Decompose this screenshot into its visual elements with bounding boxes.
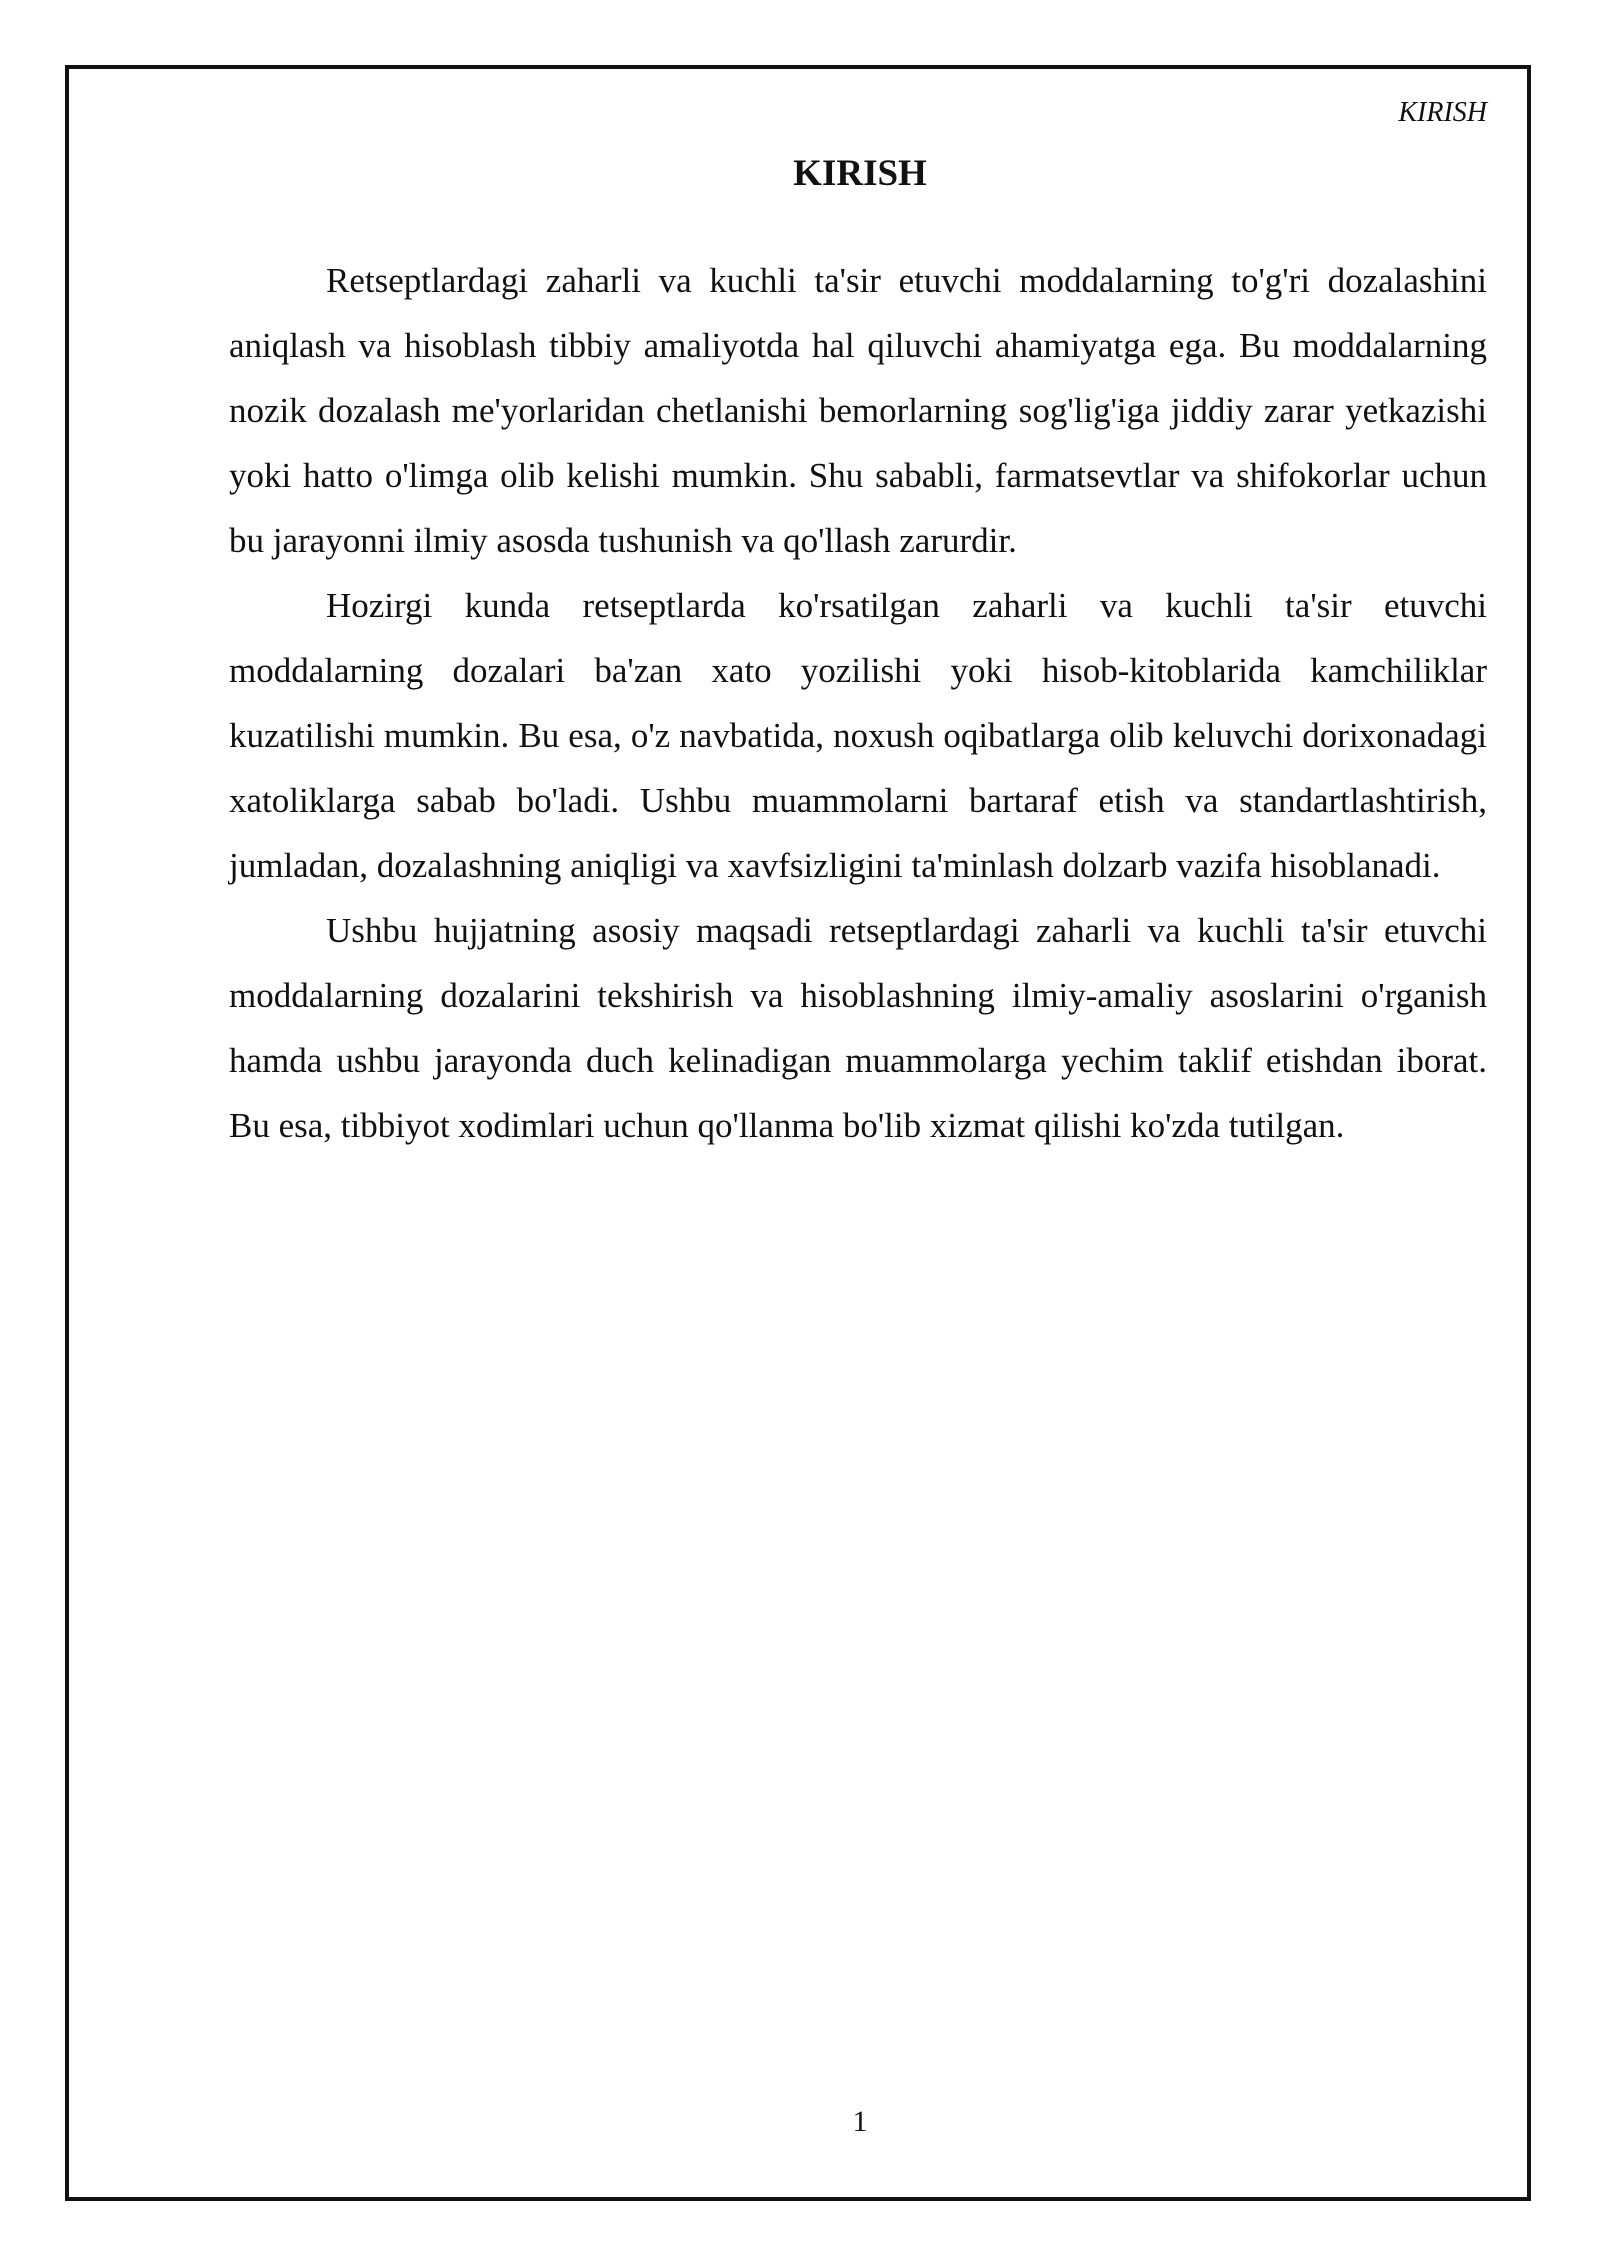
body-paragraph: Ushbu hujjatning asosiy maqsadi retseptlardagi zaharli va kuchli ta'sir etuvchi moddalarning dozalarini tekshirish va hisoblashning ilmiy-amaliy asoslarini o'rganish hamda ushbu jarayonda duch kelinadigan muammolarga yechim taklif etishdan iborat. Bu esa, tibbiyot xodimlari uchun qo'llanma bo'lib xizmat qilishi ko'zda tutilgan. (229, 911, 1487, 1145)
page-number: 1 (852, 2105, 868, 2138)
running-header: KIRISH (1398, 97, 1487, 128)
document-body (229, 248, 1487, 1158)
body-paragraph: Retseptlardagi zaharli va kuchli ta'sir etuvchi moddalarning to'g'ri dozalashini aniqlash va hisoblash tibbiy amaliyotda hal qiluvchi ahamiyatga ega. Bu moddalarning nozik dozalash me'yorlaridan chetlanishi bemorlarning sog'lig'iga jiddiy zarar yetkazishi yoki hatto o'limga olib kelishi mumkin. Shu sababli, farmatsevtlar va shifokorlar uchun bu jarayonni ilmiy asosda tushunish va qo'llash zarurdir. (229, 261, 1487, 560)
body-paragraph: Hozirgi kunda retseptlarda ko'rsatilgan zaharli va kuchli ta'sir etuvchi moddalarning dozalari ba'zan xato yozilishi yoki hisob-kitoblarida kamchiliklar kuzatilishi mumkin. Bu esa, o'z navbatida, noxush oqibatlarga olib keluvchi dorixonadagi xatoliklarga sabab bo'ladi. Ushbu muammolarni bartaraf etish va standartlashtirish, jumladan, dozalashning aniqligi va xavfsizligini ta'minlash dolzarb vazifa hisoblanadi. (229, 586, 1487, 885)
page-title: KIRISH (793, 153, 927, 194)
